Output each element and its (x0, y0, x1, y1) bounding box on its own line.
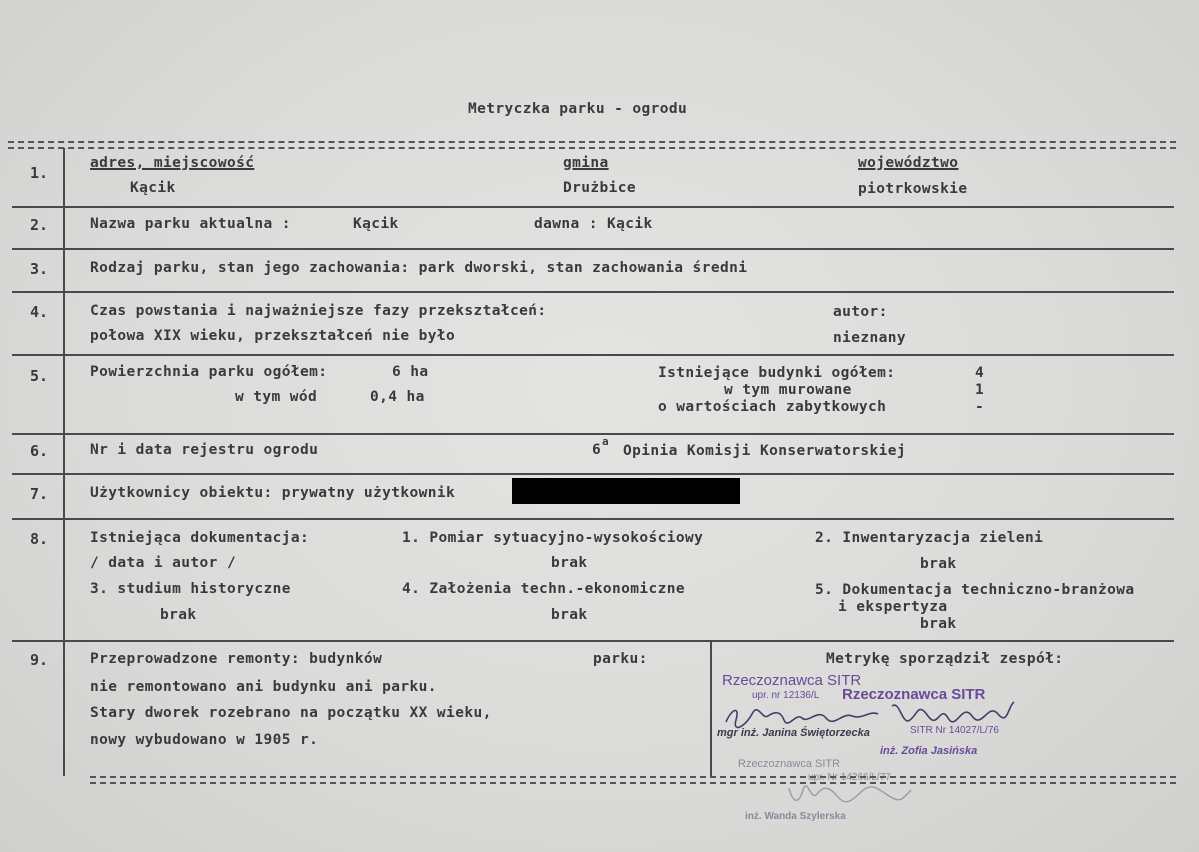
stamp-1-title: Rzeczoznawca SITR (722, 672, 862, 689)
top-rule (8, 141, 1176, 149)
renovations-line-4: nowy wybudowano w 1905 r. (90, 732, 319, 748)
register-value: Opinia Komisji Konserwatorskiej (623, 443, 907, 459)
doc-economic-label: 4. Założenia techn.-ekonomiczne (402, 581, 686, 597)
doc-technical-value: brak (920, 616, 957, 632)
number-column-separator (63, 148, 65, 776)
team-label: Metrykę sporządził zespół: (826, 651, 1064, 667)
row-number-2: 2. (30, 216, 49, 234)
row-separator (12, 433, 1174, 435)
documentation-label: Istniejąca dokumentacja: (90, 530, 310, 546)
doc-history-label: 3. studium historyczne (90, 581, 291, 597)
doc-technical-label-2: i ekspertyza (838, 599, 948, 615)
stamp-3-name: inż. Wanda Szylerska (745, 811, 846, 822)
doc-technical-label: 5. Dokumentacja techniczno-branżowa (815, 582, 1135, 598)
row-number-7: 7. (30, 485, 49, 503)
brick-buildings-value: 1 (975, 382, 985, 398)
stamp-2-name: inż. Zofia Jasińska (880, 745, 978, 757)
doc-greenery-value: brak (920, 556, 957, 572)
stamp-1-registration: upr. nr 12136/L (752, 690, 820, 701)
area-value: 6 ha (392, 364, 429, 380)
doc-survey-label: 1. Pomiar sytuacyjno-wysokościowy (402, 530, 704, 546)
park-name-label: Nazwa parku aktualna : (90, 216, 291, 232)
stamp-3-title: Rzeczoznawca SITR (738, 758, 841, 770)
stamp-2-title: Rzeczoznawca SITR (842, 686, 986, 703)
renovations-label: Przeprowadzone remonty: budynków (90, 651, 383, 667)
row-separator (12, 248, 1174, 250)
creation-time-label: Czas powstania i najważniejsze fazy przekształceń: (90, 303, 547, 319)
renovations-line-3: Stary dworek rozebrano na początku XX wieku, (90, 705, 492, 721)
stamp-3-registration: upr. Nr 14266/L/77 (808, 772, 891, 783)
renovations-line-2: nie remontowano ani budynku ani parku. (90, 679, 437, 695)
buildings-label: Istniejące budynki ogółem: (658, 365, 896, 381)
author-value: nieznany (833, 330, 907, 346)
row-separator (12, 473, 1174, 475)
documentation-sublabel: / data i autor / (90, 555, 237, 571)
register-number: 6 (592, 442, 602, 458)
row-separator (12, 206, 1174, 208)
row-number-4: 4. (30, 303, 49, 321)
row-separator (12, 354, 1174, 356)
historic-buildings-value: - (975, 399, 985, 415)
register-number-superscript: a (602, 435, 610, 448)
row-number-6: 6. (30, 442, 49, 460)
doc-greenery-label: 2. Inwentaryzacja zieleni (815, 530, 1044, 546)
signature-swietorzecka (722, 700, 882, 734)
doc-survey-value: brak (551, 555, 588, 571)
gmina-label: gmina (563, 155, 609, 171)
gmina-value: Drużbice (563, 180, 637, 196)
buildings-value: 4 (975, 365, 985, 381)
users-text: Użytkownicy obiektu: prywatny użytkownik (90, 485, 456, 501)
doc-economic-value: brak (551, 607, 588, 623)
brick-buildings-label: w tym murowane (724, 382, 852, 398)
creation-time-value: połowa XIX wieku, przekształceń nie było (90, 328, 456, 344)
document-title: Metryczka parku - ogrodu (468, 101, 688, 117)
row-number-3: 3. (30, 260, 49, 278)
renovations-park-label: parku: (593, 651, 648, 667)
address-value: Kącik (130, 180, 176, 196)
row-number-8: 8. (30, 530, 49, 548)
stamp-1-name: mgr inż. Janina Świętorzecka (717, 727, 870, 739)
water-value: 0,4 ha (370, 389, 425, 405)
voivodeship-label: województwo (858, 155, 959, 171)
register-label: Nr i data rejestru ogrodu (90, 442, 319, 458)
doc-history-value: brak (160, 607, 197, 623)
team-column-separator (710, 642, 712, 778)
address-label: adres, miejscowość (90, 155, 255, 171)
row-separator (12, 291, 1174, 293)
voivodeship-value: piotrkowskie (858, 181, 968, 197)
stamp-2-registration: SITR Nr 14027/L/76 (910, 725, 999, 736)
park-name-value: Kącik (353, 216, 399, 232)
row-separator (12, 518, 1174, 520)
row-number-1: 1. (30, 164, 49, 182)
row-number-9: 9. (30, 651, 49, 669)
author-label: autor: (833, 304, 888, 320)
water-label: w tym wód (235, 389, 318, 405)
area-label: Powierzchnia parku ogółem: (90, 364, 328, 380)
row-separator (12, 640, 1174, 642)
park-type-text: Rodzaj parku, stan jego zachowania: park dworski, stan zachowania średni (90, 260, 748, 276)
signature-jasinska (888, 696, 1018, 732)
historic-buildings-label: o wartościach zabytkowych (658, 399, 887, 415)
row-number-5: 5. (30, 367, 49, 385)
redaction-bar (512, 478, 740, 504)
bottom-rule (90, 776, 1176, 784)
park-old-name: dawna : Kącik (534, 216, 653, 232)
